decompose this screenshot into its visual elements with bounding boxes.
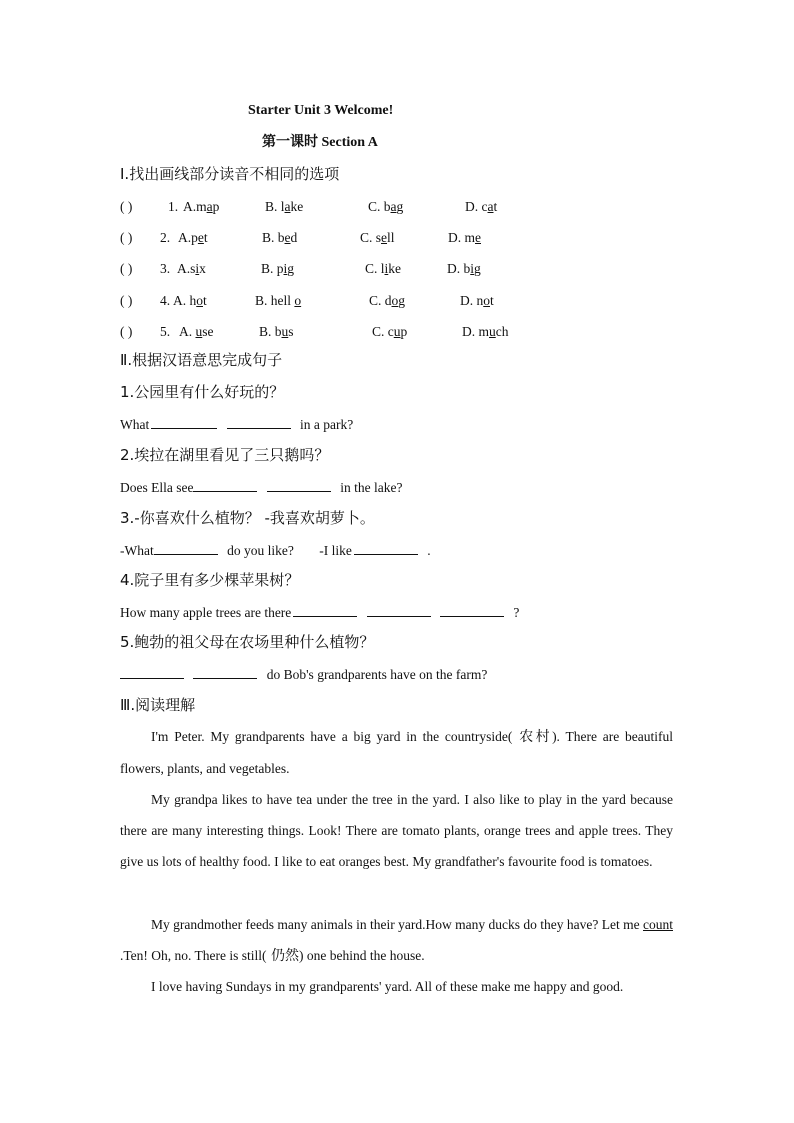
option-c-underlined: o [391,293,399,308]
option-a[interactable] [178,229,208,247]
question-5-text-end: do Bob's grandparents have on the farm? [266,667,488,682]
option-b-text-end: g [287,261,295,276]
reading-paragraph-1 [120,721,673,784]
question-3-chinese: 3.-你喜欢什么植物？ -我喜欢胡萝卜。 [120,509,375,527]
section2-heading: Ⅱ.根据汉语意思完成句子 [120,351,283,369]
reading-paragraph-3 [120,909,673,972]
answer-blank-3a[interactable] [154,541,218,555]
question-5-english [120,665,487,684]
item-number-1 [168,198,178,216]
item-number-2 [160,229,170,247]
option-b[interactable] [255,292,301,310]
question-4-chinese: 4.院子里有多少棵苹果树？ [120,571,300,589]
answer-blank-4a[interactable] [293,603,357,617]
option-c-text: C. c [372,324,394,339]
option-c[interactable] [372,323,407,341]
paragraph-4-text: I love having Sundays in my grandparents' yard. All of these make me happy and good. [151,979,624,994]
paragraph-3-text-c: ) one behind the house. [298,948,425,963]
option-c-underlined: i [384,261,389,276]
item-number: 2. [160,230,171,245]
option-a[interactable] [179,323,214,341]
question-1-text-start: What [120,417,150,432]
question-4-text-end: ? [513,605,520,620]
option-b-text-end: s [288,324,294,339]
answer-paren: ( ) [120,199,133,214]
option-a-text: A.p [178,230,198,245]
answer-bracket-3[interactable] [120,260,132,278]
option-a-text-end: se [202,324,214,339]
option-c-text-end: ll [387,230,395,245]
section3-heading: Ⅲ.阅读理解 [120,696,196,714]
option-c[interactable] [368,198,403,216]
item-number: 3. [160,261,171,276]
option-d[interactable] [462,323,509,341]
paragraph-1-chinese-gloss: 农村 [512,729,553,745]
answer-blank-2b[interactable] [267,478,331,492]
question-4-english [120,603,519,622]
item-number: 5. [160,324,171,339]
option-a-underlined: u [195,324,203,339]
option-a-underlined: a [206,199,213,214]
option-b-underlined: i [283,261,288,276]
option-d-text-end: t [493,199,498,214]
option-a[interactable] [173,292,207,310]
option-c-text-end: p [400,324,408,339]
option-d-underlined: a [487,199,494,214]
option-c[interactable] [369,292,405,310]
option-a-text-end: p [212,199,220,214]
option-d[interactable] [465,198,497,216]
option-a[interactable] [183,198,219,216]
option-c-underlined: u [393,324,401,339]
option-d[interactable] [460,292,494,310]
option-d[interactable] [448,229,481,247]
answer-paren: ( ) [120,230,133,245]
question-3-text-b: do you like? [227,543,294,558]
question-3-english [120,541,431,560]
paragraph-2-text: My grandpa likes to have tea under the tree in the yard. I also like to play in the yard because there are many interesting things. Look! There are tomato plants, orange trees and apple trees. They give us lots of healthy food. I like to eat oranges best. My grandfather's favourite food is tomatoes. [120,792,673,869]
answer-blank-1b[interactable] [227,415,291,429]
option-a-text: A.m [183,199,207,214]
option-d[interactable] [447,260,481,278]
option-c-text: C. s [360,230,382,245]
option-c[interactable] [360,229,395,247]
question-5-chinese: 5.鲍勃的祖父母在农场里种什么植物？ [120,633,375,651]
answer-bracket-5[interactable] [120,323,132,341]
question-3-text-d: . [427,543,431,558]
option-b[interactable] [259,323,294,341]
option-d-text: D. m [448,230,475,245]
option-b-underlined: u [281,324,289,339]
answer-blank-2a[interactable] [193,478,257,492]
option-a[interactable] [177,260,206,278]
answer-blank-4c[interactable] [440,603,504,617]
reading-paragraph-2 [120,784,673,877]
question-2-text-start: Does Ella see [120,480,194,495]
option-d-text-end: t [490,293,494,308]
answer-paren: ( ) [120,261,133,276]
option-b-underlined: a [284,199,291,214]
option-d-text: D. m [462,324,489,339]
item-number-5 [160,323,170,341]
answer-bracket-2[interactable] [120,229,132,247]
item-number-4 [160,292,170,310]
option-c-text: C. d [369,293,392,308]
answer-paren: ( ) [120,293,133,308]
question-1-chinese: 1.公园里有什么好玩的？ [120,383,285,401]
option-c[interactable] [365,260,401,278]
option-a-text: A. h [173,293,197,308]
option-a-underlined: i [195,261,200,276]
item-number: 4. [160,293,171,308]
question-1-english [120,415,353,434]
question-2-chinese: 2.埃拉在湖里看见了三只鹅吗？ [120,446,330,464]
option-b[interactable] [262,229,297,247]
item-number: 1. [168,199,179,214]
section1-heading: I.找出画线部分读音不相同的选项 [120,165,340,183]
option-b-text: B. hell [255,293,295,308]
option-d-underlined: i [470,261,475,276]
answer-bracket-4[interactable] [120,292,132,310]
question-2-text-end: in the lake? [340,480,403,495]
option-d-text: D. n [460,293,484,308]
page-title: Starter Unit 3 Welcome! [248,103,394,118]
option-a-text-end: x [199,261,206,276]
option-b-text: B. l [265,199,285,214]
option-d-text-end: g [474,261,481,276]
paragraph-3-text-b: .Ten! Oh, no. There is still( [120,948,267,963]
option-a-text: A. [179,324,196,339]
answer-blank-5a[interactable] [120,665,184,679]
option-b[interactable] [265,198,303,216]
option-b-text: B. b [262,230,285,245]
option-b-underlined: e [284,230,291,245]
option-b-underlined: o [294,293,302,308]
question-1-text-end: in a park? [300,417,354,432]
option-b[interactable] [261,260,294,278]
option-b-text: B. p [261,261,284,276]
option-c-text-end: g [396,199,404,214]
option-b-text-end: ke [290,199,304,214]
item-number-3 [160,260,170,278]
option-a-text-end: t [203,230,208,245]
option-c-text: C. l [365,261,385,276]
answer-blank-3b[interactable] [354,541,418,555]
option-c-text-end: g [398,293,406,308]
question-4-text-start: How many apple trees are there [120,605,292,620]
answer-blank-5b[interactable] [193,665,257,679]
paragraph-3-chinese-gloss: 仍然 [266,948,299,964]
page-subtitle: 第一课时 Section A [262,135,378,150]
option-a-underlined: e [197,230,204,245]
reading-paragraph-4 [120,971,673,1002]
option-d-text-end: ch [495,324,509,339]
option-b-text-end: d [290,230,298,245]
paragraph-1-text-a: I'm Peter. My grandparents have a big yard in the countryside( [151,729,513,744]
option-a-text-end: t [203,293,207,308]
question-3-text-a: -What [120,543,154,558]
paragraph-3-underlined-word: count [643,917,673,932]
option-a-underlined: o [196,293,203,308]
option-c-underlined: a [390,199,397,214]
answer-paren: ( ) [120,324,133,339]
option-d-text: D. b [447,261,471,276]
option-d-underlined: e [475,230,481,245]
paragraph-1-text-b: ). There are beautiful flowers, plants, and vegetables. [120,729,673,776]
answer-blank-1a[interactable] [151,415,217,429]
option-b-text: B. b [259,324,282,339]
option-c-text: C. b [368,199,391,214]
option-c-text-end: ke [388,261,402,276]
question-2-english [120,478,402,497]
paragraph-3-text-a: My grandmother feeds many animals in their yard.How many ducks do they have? Let me [151,917,643,932]
option-d-underlined: o [483,293,490,308]
option-c-underlined: e [381,230,388,245]
answer-bracket-1[interactable] [120,198,132,216]
answer-blank-4b[interactable] [367,603,431,617]
option-d-underlined: u [489,324,496,339]
option-d-text: D. c [465,199,488,214]
option-a-text: A.s [177,261,196,276]
question-3-text-c: -I like [319,543,352,558]
